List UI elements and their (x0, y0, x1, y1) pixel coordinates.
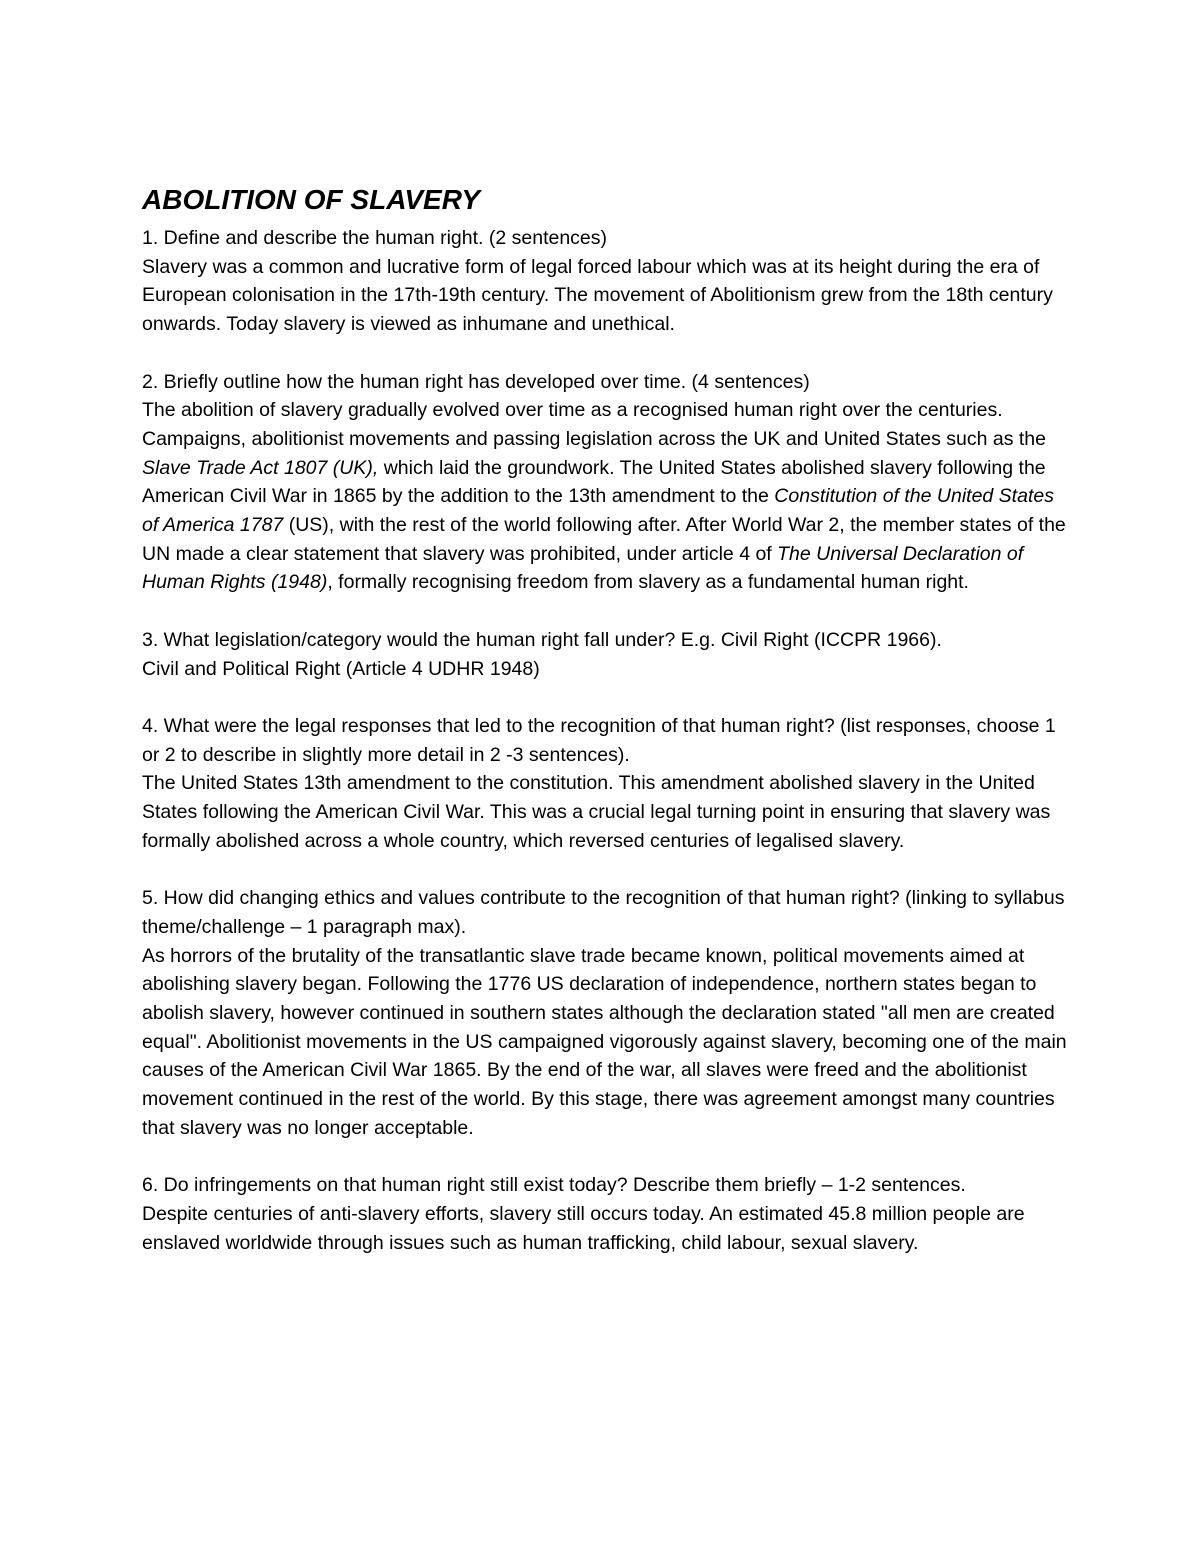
answer-4: The United States 13th amendment to the constitution. This amendment abolished slavery in the United States following the American Civil War. This was a crucial legal turning point in ensuring that slavery was formally abolished across a whole country, which reversed centuries of legalised slavery. (142, 772, 1051, 852)
answer-2-citation-udhr: The Universal Declaration of Human Rights (1948) (142, 542, 1024, 594)
question-3: 3. What legislation/category would the human right fall under? E.g. Civil Right (ICCPR 1966). (142, 628, 942, 651)
question-block-2 (142, 368, 1067, 598)
question-1: 1. Define and describe the human right. (2 sentences) (142, 227, 608, 249)
question-block-6 (142, 1171, 1067, 1257)
answer-3: Civil and Political Right (Article 4 UDHR 1948) (142, 657, 540, 680)
answer-2-text-3: (US), with the rest of the world following after. After World War 2, the member states of the UN made a clear statement that slavery was prohibited, under article 4 of (142, 514, 1066, 565)
question-6: 6. Do infringements on that human right still exist today? Describe them briefly – 1-2 sentences. (142, 1174, 966, 1197)
answer-2-text-2: which laid the groundwork. The United States abolished slavery following the American Civil War in 1865 by the addition to the 13th amendment to the (142, 456, 1046, 508)
answer-2-citation-slave-trade-act: Slave Trade Act 1807 (UK), (142, 456, 379, 479)
question-block-5 (142, 884, 1067, 1142)
answer-2 (142, 396, 1067, 597)
answer-2-citation-us-constitution: Constitution of the United States of America 1787 (142, 485, 1054, 537)
document-title: ABOLITION OF SLAVERY (142, 184, 481, 215)
answer-5: As horrors of the brutality of the transatlantic slave trade became known, political movements aimed at abolishing slavery began. Following the 1776 US declaration of independence, northern states began to abolish slavery, however continued in southern states although the declaration stated "all men are created equal". Abolitionist movements in the US campaigned vigorously against slavery, becoming one of the main causes of the American Civil War 1865. By the end of the war, all slaves were freed and the abolitionist movement continued in the rest of the world. By this stage, there was agreement amongst many countries that slavery was no longer acceptable. (142, 944, 1067, 1139)
document-page (142, 180, 1067, 1286)
answer-6: Despite centuries of anti-slavery efforts, slavery still occurs today. An estimated 45.8 million people are enslaved worldwide through issues such as human trafficking, child labour, sexual slavery. (142, 1202, 1025, 1254)
answer-2-text-1: The abolition of slavery gradually evolved over time as a recognised human right over the centuries. Campaigns, abolitionist movements and passing legislation across the UK and United States such as the (142, 399, 1046, 450)
question-4: 4. What were the legal responses that led to the recognition of that human right? (list responses, choose 1 or 2 to describe in slightly more detail in 2 -3 sentences). (142, 714, 1056, 766)
question-2: 2. Briefly outline how the human right has developed over time. (4 sentences) (142, 370, 810, 393)
answer-1: Slavery was a common and lucrative form of legal forced labour which was at its height during the era of European colonisation in the 17th-19th century. The movement of Abolitionism grew from the 18th century onwards. Today slavery is viewed as inhumane and unethical. (142, 255, 1053, 336)
question-block-1 (142, 224, 1067, 339)
question-block-4 (142, 712, 1067, 856)
question-block-3 (142, 626, 1067, 683)
answer-2-text-4: , formally recognising freedom from slavery as a fundamental human right. (327, 571, 969, 594)
question-5: 5. How did changing ethics and values contribute to the recognition of that human right? (linking to syllabus theme/challenge – 1 paragraph max). (142, 887, 1065, 938)
